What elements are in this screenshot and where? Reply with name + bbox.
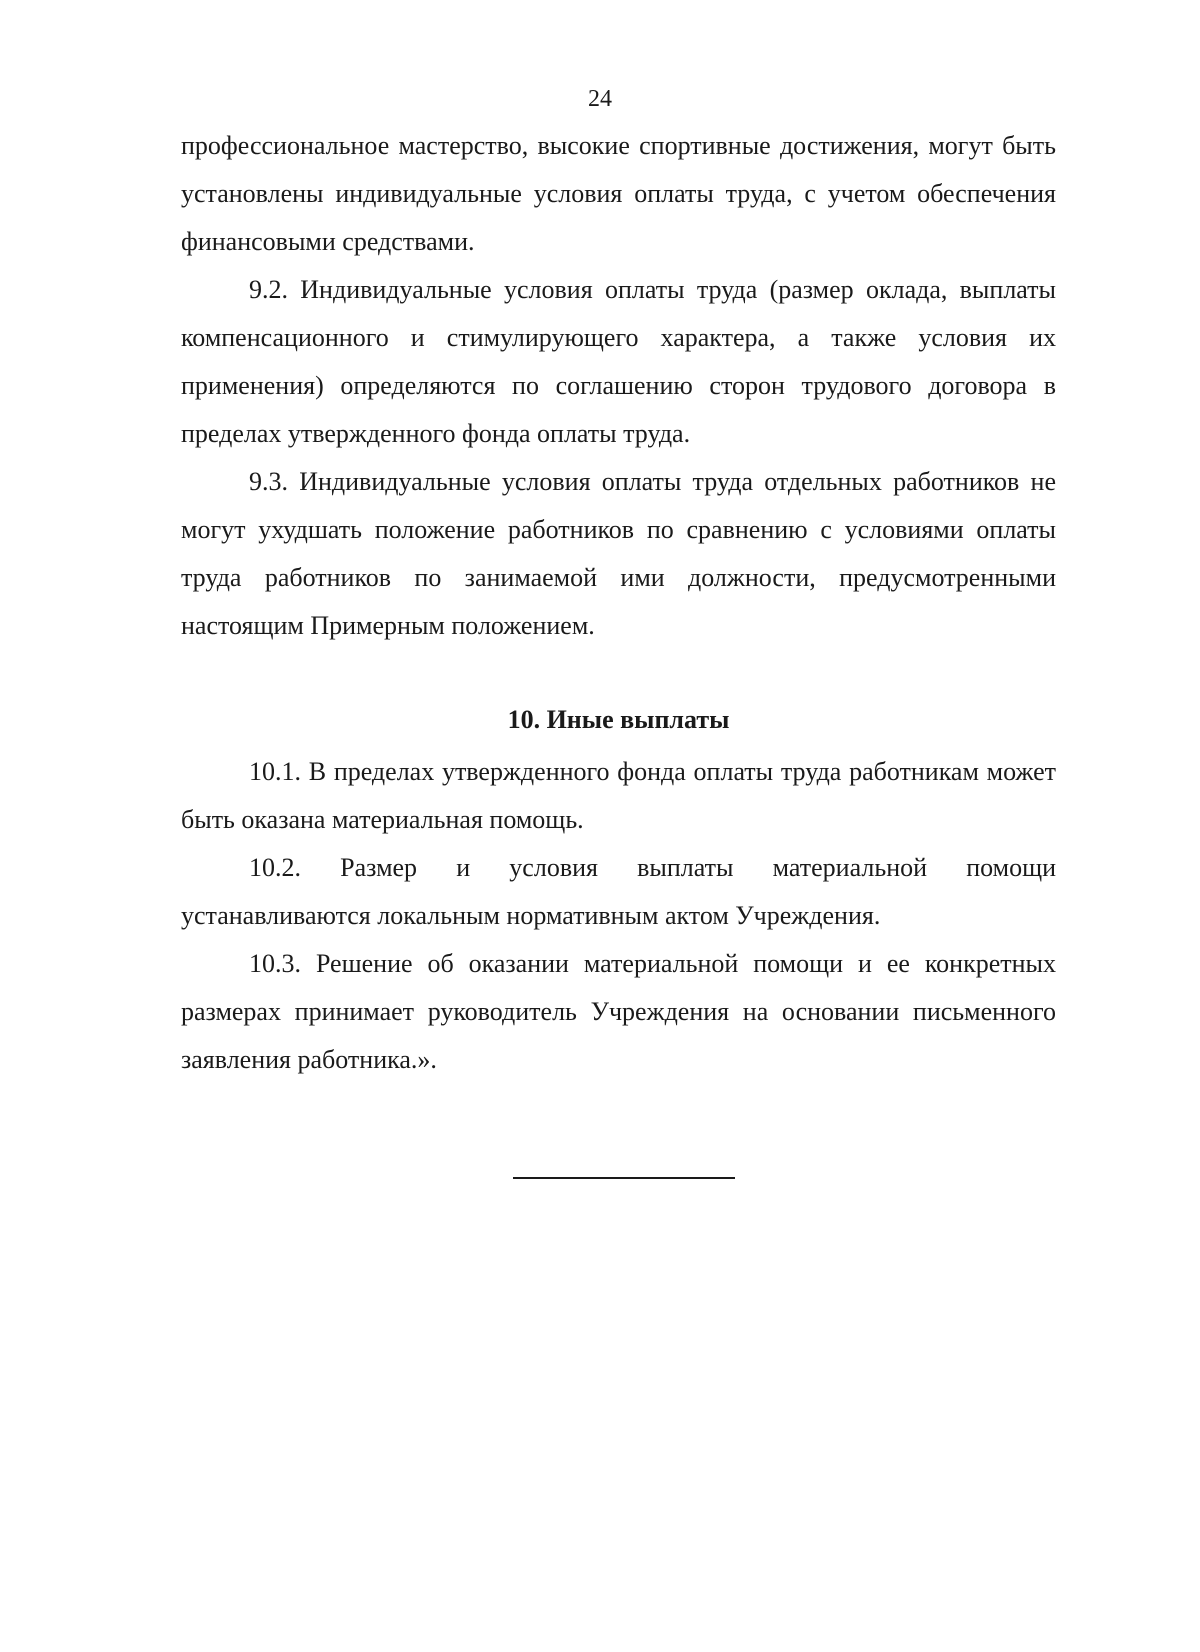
paragraph-9-2: 9.2. Индивидуальные условия оплаты труда (размер оклада, выплаты компенсационного и стимулирующего характера, а также условия их применения) определяются по соглашению сторон трудового договора в пределах утвержденного фонда оплаты труда. <box>181 275 1056 448</box>
section-spacer <box>181 650 1056 696</box>
paragraph-9-3: 9.3. Индивидуальные условия оплаты труда отдельных работников не могут ухудшать положение работников по сравнению с условиями оплаты труда работников по занимаемой ими должности, предусмотренными настоящим Примерным положением. <box>181 467 1056 640</box>
document-body <box>181 122 1056 1084</box>
paragraph-continuation: профессиональное мастерство, высокие спортивные достижения, могут быть установлены индивидуальные условия оплаты труда, с учетом обеспечения финансовыми средствами. <box>181 131 1056 256</box>
end-of-document-rule <box>513 1177 735 1179</box>
page-number: 24 <box>588 86 612 112</box>
paragraph-10-3: 10.3. Решение об оказании материальной помощи и ее конкретных размерах принимает руководитель Учреждения на основании письменного заявления работника.». <box>181 949 1056 1074</box>
section-10-heading: 10. Иные выплаты <box>507 705 730 734</box>
paragraph-10-2: 10.2. Размер и условия выплаты материальной помощи устанавливаются локальным нормативным актом Учреждения. <box>181 853 1056 930</box>
paragraph-10-1: 10.1. В пределах утвержденного фонда оплаты труда работникам может быть оказана материальная помощь. <box>181 757 1056 834</box>
